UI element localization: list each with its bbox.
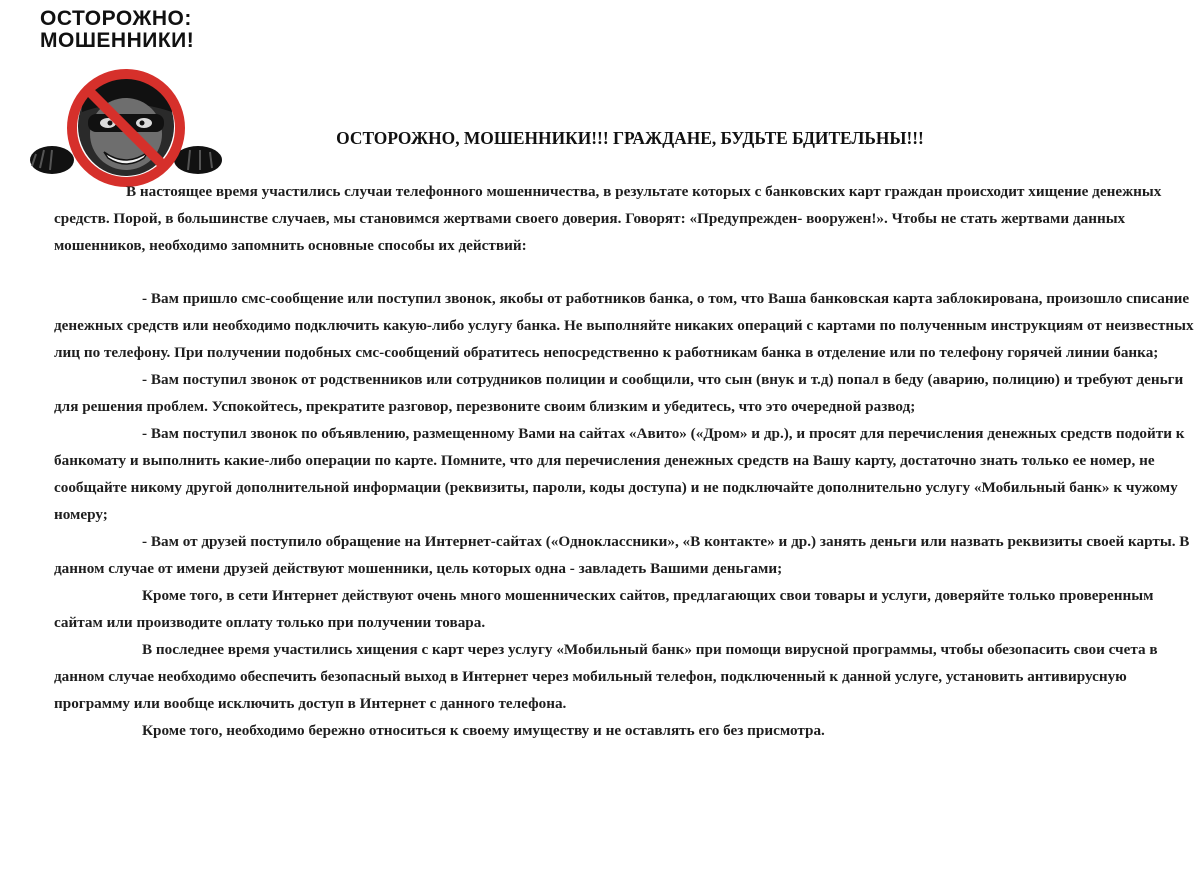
logo-caption <box>40 8 230 52</box>
scam-warning-logo <box>30 6 230 196</box>
mobile-bank-paragraph: В последнее время участились хищения с карт через услугу «Мобильный банк» при помощи вирусной программы, чтобы обезопасить свои счета в данном случае необходимо обеспечить безопасный выход в Интернет через мобильный телефон, подключенный к данной услуге, установить антивирусную программу или вообще исключить доступ в Интернет с данного телефона. <box>54 641 1158 712</box>
article-body <box>54 178 1194 744</box>
intro-paragraph: В настоящее время участились случаи телефонного мошенничества, в результате которых с банковских карт граждан происходит хищение денежных средств. Порой, в большинстве случаев, мы становимся жертвами своего доверия. Говорят: «Предупрежден- вооружен!». Чтобы не стать жертвами данных мошенников, необходимо запомнить основные способы их действий: <box>54 183 1162 254</box>
scam-method-social-network: - Вам от друзей поступило обращение на Интернет-сайтах («Одноклассники», «В контакте» и др.) занять деньги или назвать реквизиты своей карты. В данном случае от имени друзей действуют мошенники, цель которых одна - завладеть Вашими деньгами; <box>54 533 1190 577</box>
scam-method-classifieds-call: - Вам поступил звонок по объявлению, размещенному Вами на сайтах «Авито» («Дром» и др.), и просят для перечисления денежных средств подойти к банкомату и выполнить какие-либо операции по карте. Помните, что для перечисления денежных средств на Вашу карту, достаточно знать только ее номер, не сообщайте никому другой дополнительной информации (реквизиты, пароли, коды доступа) и не подключайте дополнительно услугу «Мобильный банк» к чужому номеру; <box>54 425 1185 523</box>
scam-method-relatives-call: - Вам поступил звонок от родственников или сотрудников полиции и сообщили, что сын (внук и т.д) попал в беду (аварию, полицию) и требуют деньги для решения проблем. Успокойтесь, прекратите разговор, перезвоните своим близким и убедитесь, что это очередной развод; <box>54 371 1184 415</box>
fraud-sites-paragraph: Кроме того, в сети Интернет действуют очень много мошеннических сайтов, предлагающих свои товары и услуги, доверяйте только проверенным сайтам или производите оплату только при получении товара. <box>54 587 1154 631</box>
logo-caption-line2: МОШЕННИКИ! <box>40 29 195 52</box>
logo-caption-line1: ОСТОРОЖНО: <box>40 7 192 30</box>
scam-method-sms: - Вам пришло смс-сообщение или поступил звонок, якобы от работников банка, о том, что Ваша банковская карта заблокирована, произошло списание денежных средств или необходимо подключить какую-либо услугу банка. Не выполняйте никаких операций с картами по полученным инструкциям от неизвестных лиц по телефону. При получении подобных смс-сообщений обратитесь непосредственно к работникам банка в отделение или по телефону горячей линии банка; <box>54 290 1194 361</box>
page-title: ОСТОРОЖНО, МОШЕННИКИ!!! ГРАЖДАНЕ, БУДЬТЕ БДИТЕЛЬНЫ!!! <box>336 128 924 148</box>
property-paragraph: Кроме того, необходимо бережно относиться к своему имуществу и не оставлять его без присмотра. <box>142 722 825 739</box>
masked-thief-prohibition-icon <box>30 58 230 196</box>
